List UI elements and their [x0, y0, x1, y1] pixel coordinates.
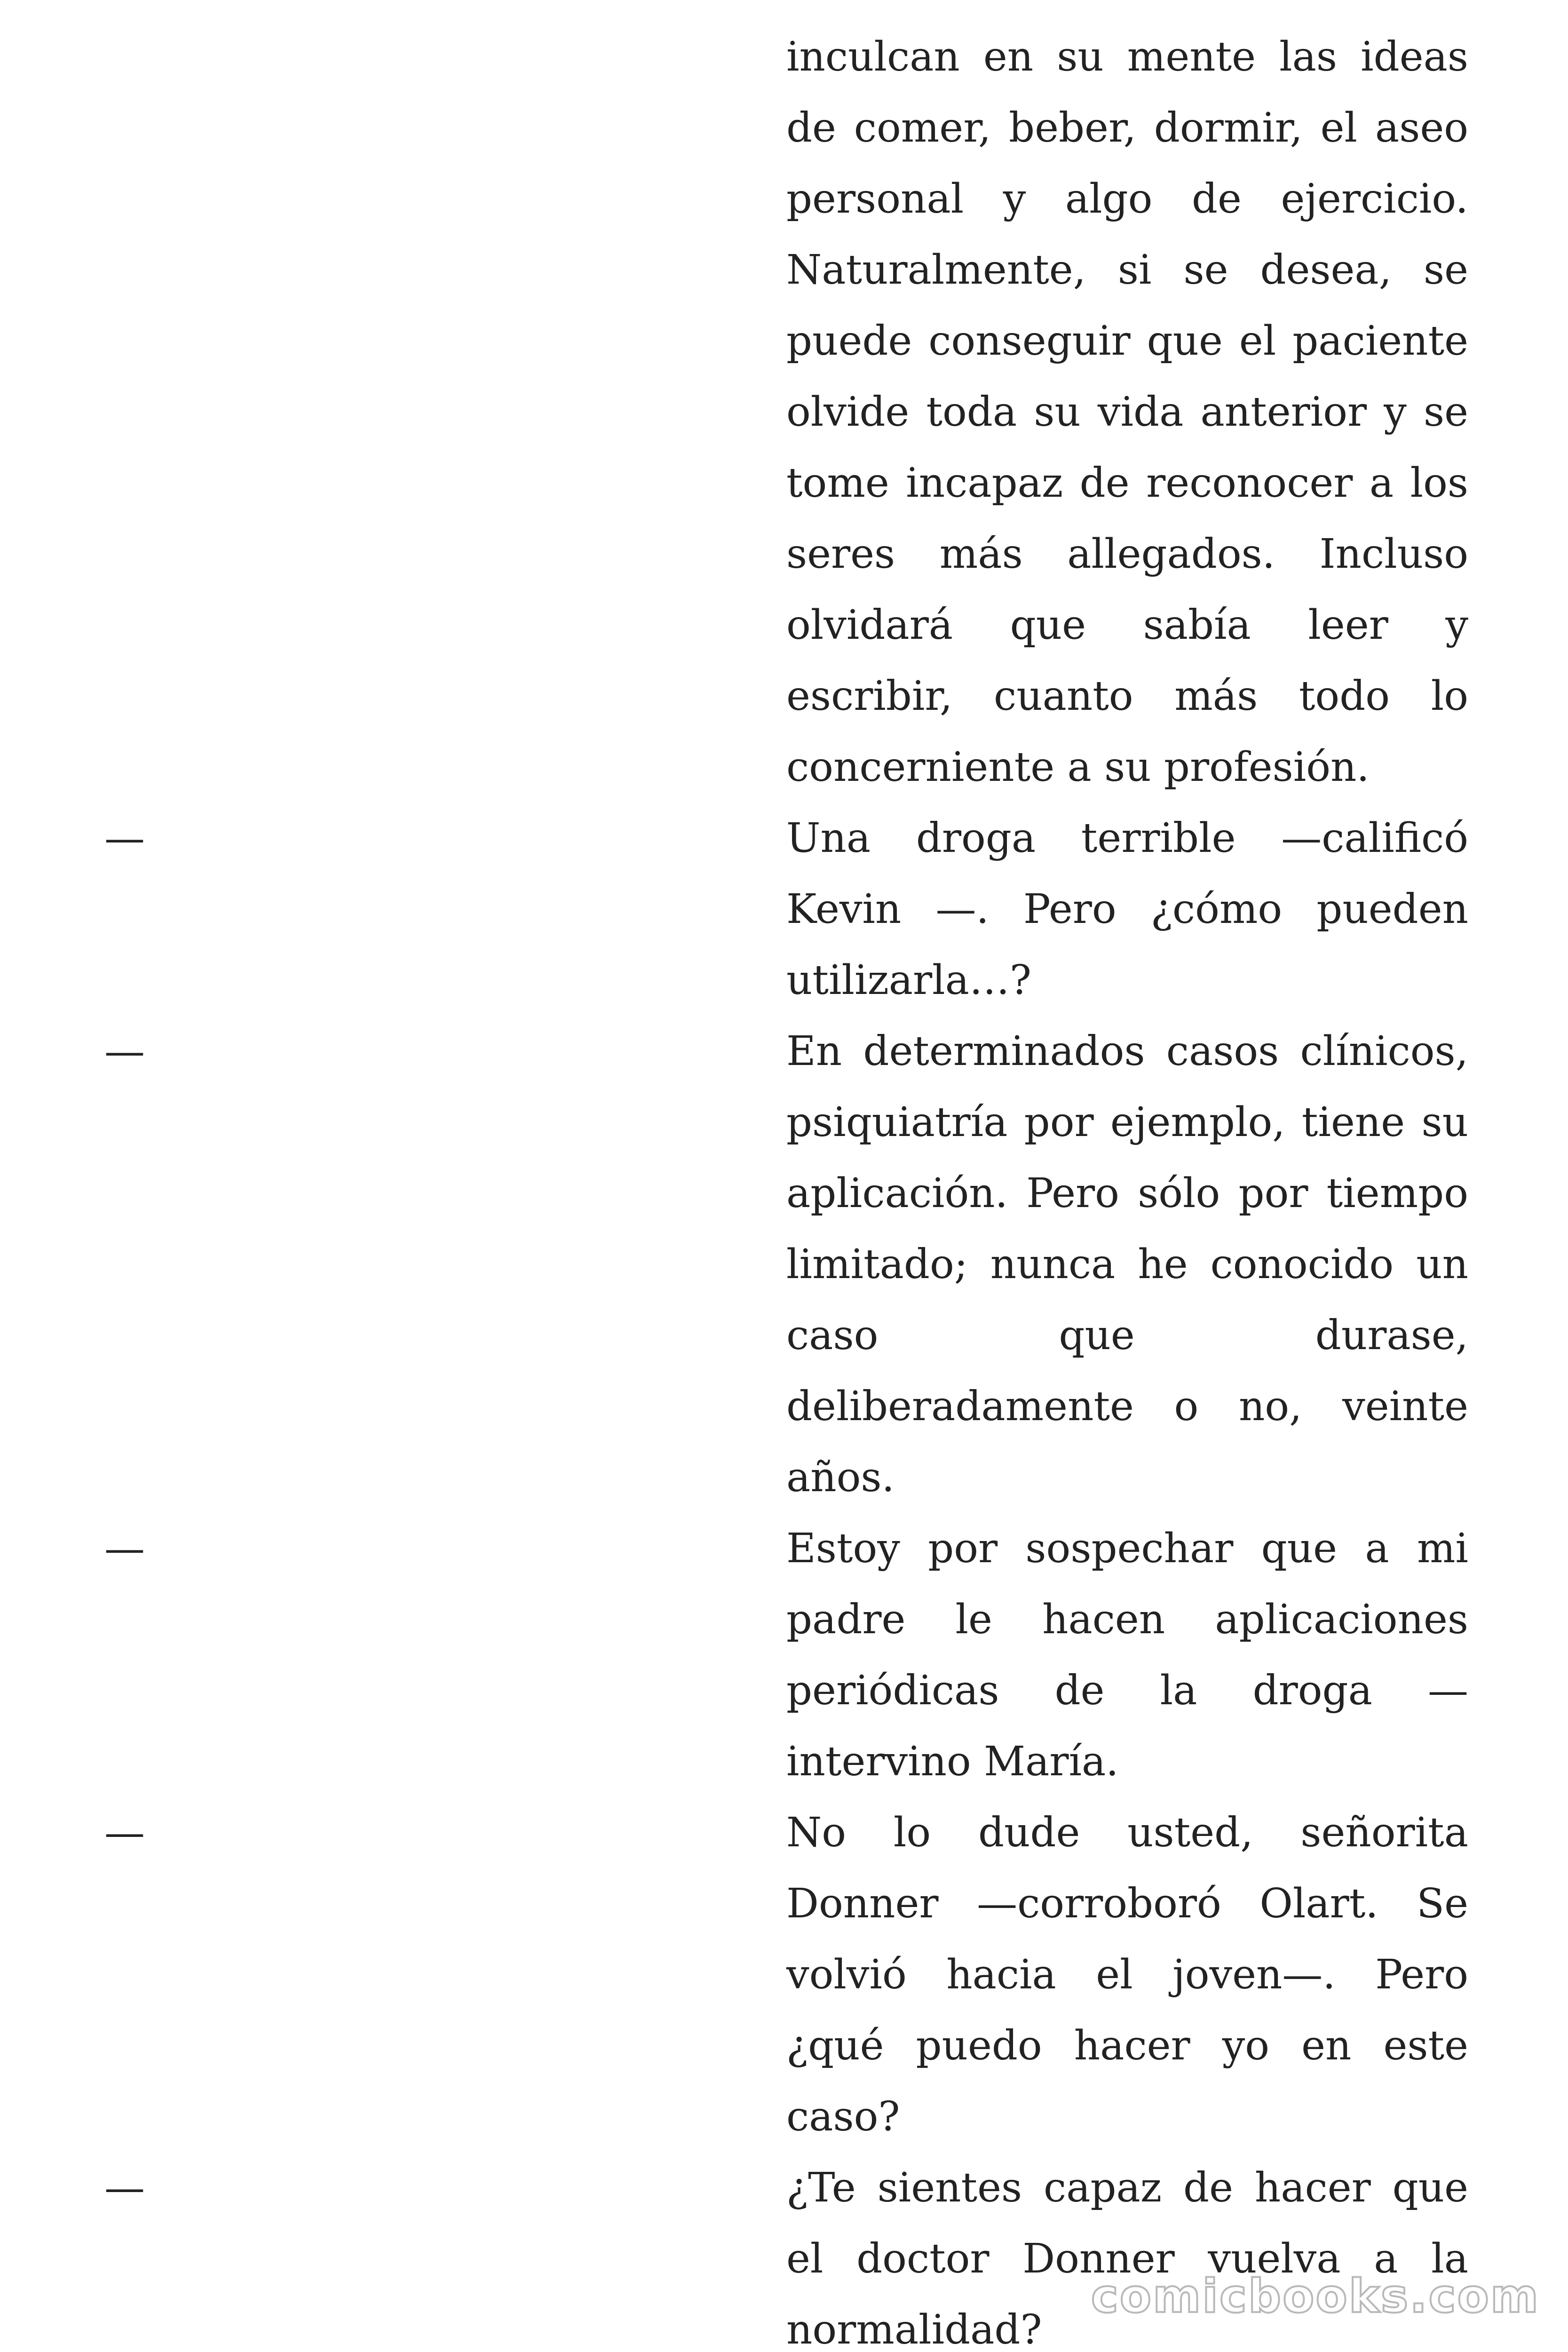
- paragraph-continuation: [786, 22, 1468, 803]
- paragraph-text: Estoy por sospechar que a mi padre le hacen aplicaciones periódicas de la droga —intervino María.: [786, 1525, 1468, 1785]
- watermark-logo: comicbooks.com: [1091, 2270, 1540, 2323]
- dialogue-dash: —: [104, 1028, 145, 1075]
- paragraph-text: inculcan en su mente las ideas de comer, beber, dormir, el aseo personal y algo de ejercicio. Naturalmente, si se desea, se puede conseguir que el paciente olvide toda su vida anterior y se tome incapaz de reconocer a los seres más allegados. Incluso olvidará que sabía leer y escribir, cuanto más todo lo concerniente a su profesión.: [786, 33, 1468, 791]
- dialogue-paragraph: [104, 1797, 1468, 2153]
- paragraph-text: En determinados casos clínicos, psiquiatría por ejemplo, tiene su aplicación. Pero sólo por tiempo limitado; nunca he conocido un caso que durase, deliberadamente o no, veinte años.: [786, 1028, 1468, 1501]
- dialogue-dash: —: [104, 815, 145, 862]
- dialogue-dash: —: [104, 1809, 145, 1856]
- dialogue-paragraph: [104, 803, 1468, 1016]
- paragraph-text: No lo dude usted, señorita Donner —corroboró Olart. Se volvió hacia el joven—. Pero ¿qué puedo hacer yo en este caso?: [786, 1809, 1468, 2140]
- dialogue-paragraph: [104, 1513, 1468, 1797]
- dialogue-dash: —: [104, 2164, 145, 2211]
- paragraph-text: Una droga terrible —calificó Kevin —. Pero ¿cómo pueden utilizarla…?: [786, 815, 1468, 1004]
- dialogue-dash: —: [104, 1525, 145, 1572]
- dialogue-paragraph: [104, 1016, 1468, 1513]
- paragraph-text: ¿Te sientes capaz de hacer que el doctor Donner vuelva a la normalidad?: [786, 2164, 1468, 2352]
- text-column: [104, 22, 1468, 2352]
